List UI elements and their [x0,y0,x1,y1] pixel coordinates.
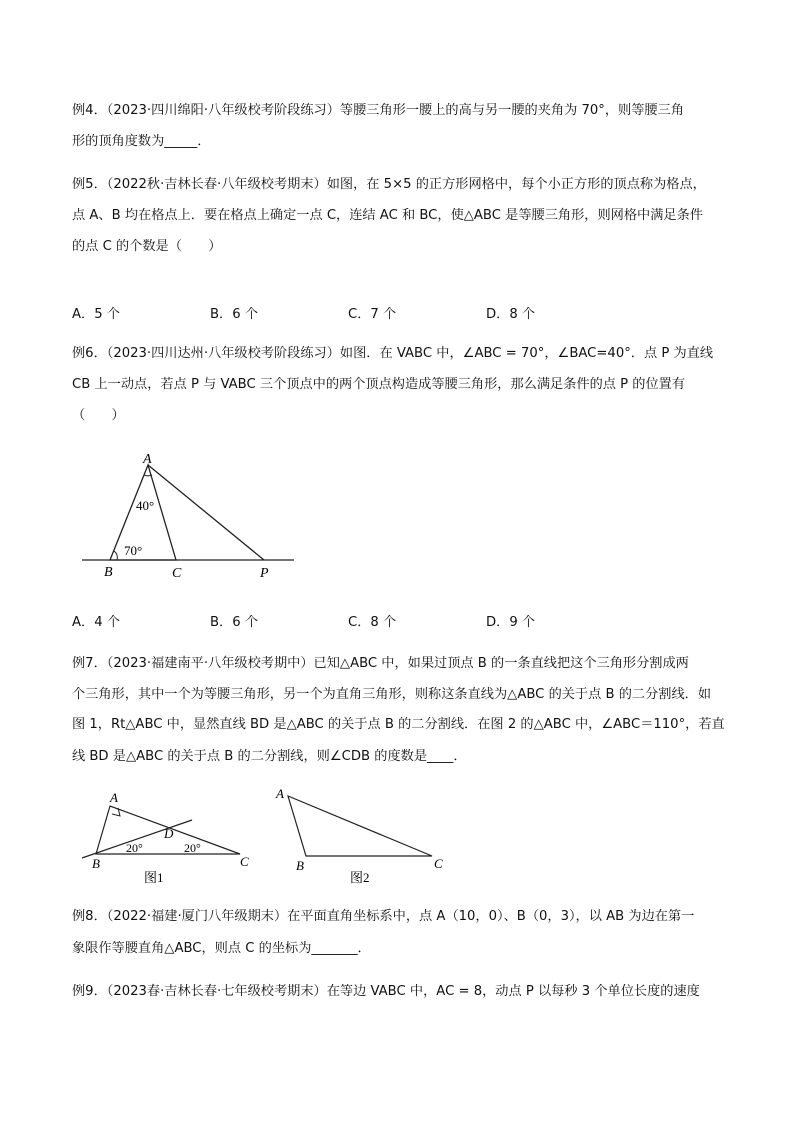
ex5-line-1: 例5．（2022秋·吉林长春·八年级校考期末）如图，在 5×5 的正方形网格中，每个小正方形的顶点称为格点， [72,177,706,192]
ex7-figure-1 [76,786,254,886]
ex5-option-b: B．6 个 [210,307,259,322]
ex7-figure-2 [268,784,452,888]
ex6-option-c: C．8 个 [348,615,397,630]
ex5-option-c: C．7 个 [348,307,397,322]
ex6-label-a: A [143,452,152,467]
ex6-angle-a-arc [144,475,152,476]
ex7-fig2-label-c: C [434,856,443,871]
ex7-fig1-angle-2: 20° [184,841,201,855]
ex6-label-p: P [260,566,269,581]
ex4-line-2: 形的顶角度数为_____． [72,134,211,149]
ex6-angle-a-label: 40° [136,498,155,513]
ex7-fig1-label-c: C [240,854,249,869]
ex7-fig1-label-d: D [164,826,174,841]
ex6-option-a: A．4 个 [72,615,120,630]
ex6-label-b: B [104,565,113,580]
ex5-option-d: D．8 个 [486,307,536,322]
ex6-line-2: CB 上一动点，若点 P 与 VABC 三个顶点中的两个顶点构造成等腰三角形，那么满足条件的点 P 的位置有 [72,377,686,392]
ex8-line-1: 例8．（2022·福建·厦门八年级期末）在平面直角坐标系中，点 A（10，0）、B（0，3），以 AB 为边在第一 [72,909,695,924]
ex6-angle-b-label: 70° [124,543,143,558]
ex8-line-2: 象限作等腰直角△ABC，则点 C 的坐标为_______． [72,941,371,956]
ex6-line-1: 例6．（2023·四川达州·八年级校考阶段练习）如图．在 VABC 中，∠ABC = 70°，∠BAC=40°．点 P 为直线 [72,346,714,361]
ex6-label-c: C [172,566,182,581]
ex4-line-1: 例4．（2023·四川绵阳·八年级校考阶段练习）等腰三角形一腰上的高与另一腰的夹角为 70°，则等腰三角 [72,103,684,118]
ex6-option-d: D．9 个 [486,615,536,630]
ex7-line-2: 个三角形，其中一个为等腰三角形，另一个为直角三角形，则称这条直线为△ABC 的关于点 B 的二分割线．如 [72,687,712,702]
ex5-line-3: 的点 C 的个数是（ ） [72,239,222,254]
ex7-fig2-triangle [288,796,432,856]
ex7-line-1: 例7．（2023·福建南平·八年级校考期中）已知△ABC 中，如果过顶点 B 的一条直线把这个三角形分割成两 [72,656,689,671]
ex7-fig1-label-a: A [110,790,118,805]
ex6-line-3: （ ） [72,408,125,423]
ex7-fig1-caption: 图1 [144,870,164,885]
ex7-fig1-angle-1: 20° [126,841,143,855]
ex9-line-1: 例9．（2023春·吉林长春·七年级校考期末）在等边 VABC 中，AC = 8，动点 P 以每秒 3 个单位长度的速度 [72,984,700,999]
ex7-fig2-label-a: A [276,786,284,801]
ex6-options [72,611,632,629]
ex6-figure [72,448,312,584]
ex6-angle-b-arc [114,551,117,560]
ex6-segment-ap [148,465,264,560]
ex7-line-4: 线 BD 是△ABC 的关于点 B 的二分割线，则∠CDB 的度数是____． [72,749,467,764]
ex7-fig1-right-angle [112,808,120,816]
ex7-fig2-caption: 图2 [350,870,370,885]
ex7-fig2-label-b: B [296,858,304,873]
ex5-options [72,303,632,321]
ex5-option-a: A．5 个 [72,307,120,322]
ex7-line-3: 图 1，Rt△ABC 中，显然直线 BD 是△ABC 的关于点 B 的二分割线．在图 2 的△ABC 中，∠ABC＝110°，若直 [72,717,725,732]
ex7-fig1-label-b: B [92,856,100,871]
ex6-option-b: B．6 个 [210,615,259,630]
ex5-line-2: 点 A、B 均在格点上．要在格点上确定一点 C，连结 AC 和 BC，使△ABC 是等腰三角形，则网格中满足条件 [72,208,703,223]
